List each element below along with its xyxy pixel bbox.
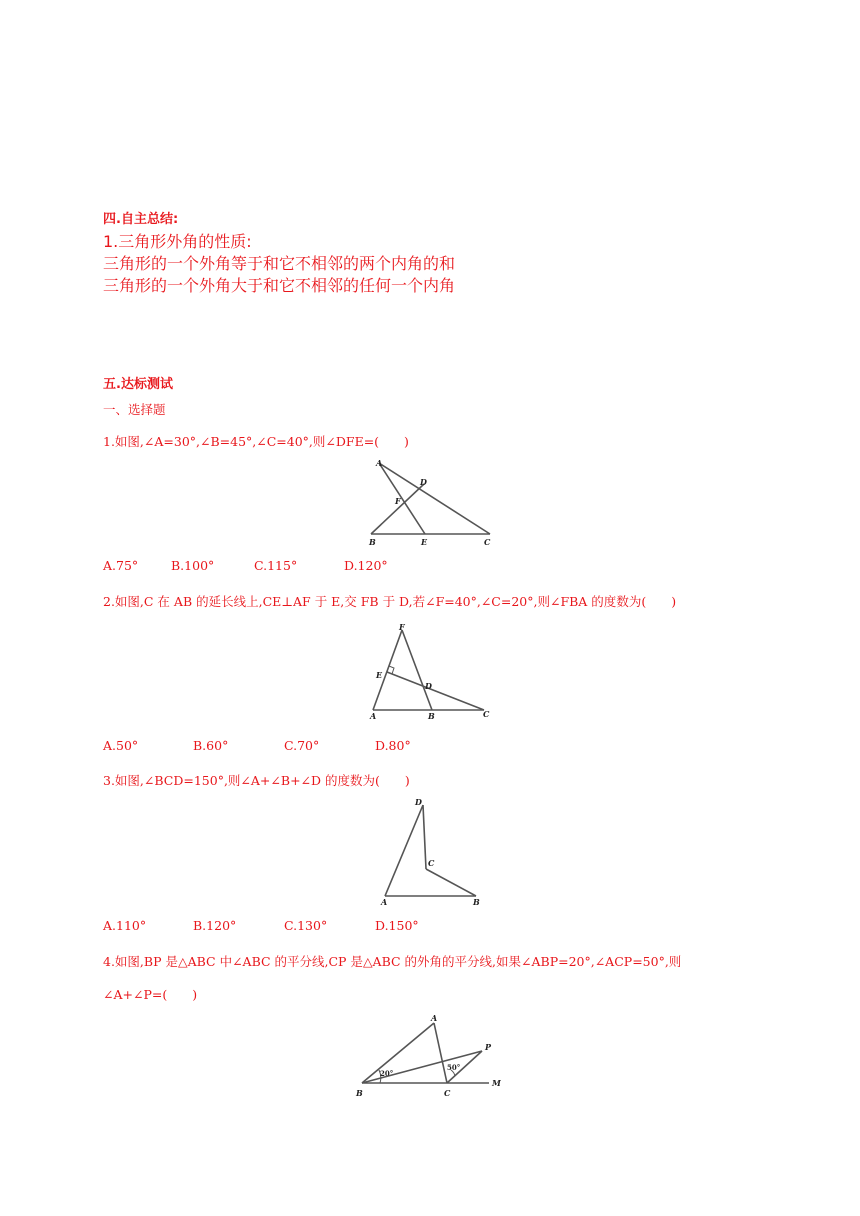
label-b: B (473, 897, 480, 907)
label-p: P (485, 1042, 492, 1052)
line-dc (423, 805, 426, 869)
question-2-figure (362, 618, 502, 723)
test-heading: 五.达标测试 (103, 377, 173, 392)
summary-item-title: 1.三角形外角的性质: (103, 232, 252, 251)
label-b: B (428, 711, 435, 721)
angle-label-20: 20° (380, 1069, 394, 1078)
label-m: M (492, 1078, 501, 1088)
question-1-stem: 1.如图,∠A=30°,∠B=45°,∠C=40°,则∠DFE=( ) (103, 434, 409, 449)
label-e: E (376, 670, 383, 680)
question-4-figure (352, 1010, 512, 1102)
label-d: D (420, 477, 427, 487)
question-1-option-c: C.115° (254, 558, 298, 573)
question-3-stem: 3.如图,∠BCD=150°,则∠A+∠B+∠D 的度数为( ) (103, 773, 410, 788)
line-cb (426, 869, 476, 896)
line-ae (379, 463, 425, 534)
question-2-option-b: B.60° (193, 738, 229, 753)
label-f: F (395, 496, 401, 506)
question-2-option-d: D.80° (375, 738, 411, 753)
label-d: D (415, 797, 422, 807)
label-c: C (484, 537, 491, 547)
label-b: B (356, 1088, 363, 1098)
question-1-option-b: B.100° (171, 558, 215, 573)
label-d: D (425, 681, 432, 691)
line-ec (387, 672, 484, 710)
question-2-stem: 2.如图,C 在 AB 的延长线上,CE⊥AF 于 E,交 FB 于 D,若∠F=40°,∠C=20°,则∠FBA 的度数为( ) (103, 594, 677, 609)
label-c: C (428, 858, 435, 868)
summary-line-1: 三角形的一个外角等于和它不相邻的两个内角的和 (103, 254, 456, 273)
label-c: C (444, 1088, 451, 1098)
line-ac (434, 1023, 447, 1083)
question-3-figure (372, 795, 492, 910)
question-4-stem-line-2: ∠A+∠P=( ) (103, 987, 198, 1002)
question-4-stem-line-1: 4.如图,BP 是△ABC 中∠ABC 的平分线,CP 是△ABC 的外角的平分线,如果∠ABP=20°,∠ACP=50°,则 (103, 954, 682, 969)
line-ad (385, 805, 423, 896)
label-e: E (421, 537, 428, 547)
question-1-figure (362, 455, 502, 550)
question-1-option-a: A.75° (103, 558, 139, 573)
angle-label-50: 50° (447, 1063, 461, 1072)
test-subheading: 一、选择题 (103, 402, 166, 417)
summary-heading: 四.自主总结: (103, 212, 179, 227)
summary-line-2: 三角形的一个外角大于和它不相邻的任何一个内角 (103, 276, 456, 295)
label-f: F (399, 622, 405, 632)
label-a: A (431, 1013, 438, 1023)
question-3-option-a: A.110° (103, 918, 147, 933)
question-1-option-d: D.120° (344, 558, 388, 573)
question-2-option-c: C.70° (284, 738, 320, 753)
question-3-option-b: B.120° (193, 918, 237, 933)
label-b: B (369, 537, 376, 547)
label-a: A (381, 897, 388, 907)
question-2-option-a: A.50° (103, 738, 139, 753)
label-a: A (370, 711, 377, 721)
label-c: C (483, 709, 490, 719)
question-3-option-d: D.150° (375, 918, 419, 933)
label-a: A (376, 458, 383, 468)
question-3-option-c: C.130° (284, 918, 328, 933)
line-fb (402, 630, 432, 710)
